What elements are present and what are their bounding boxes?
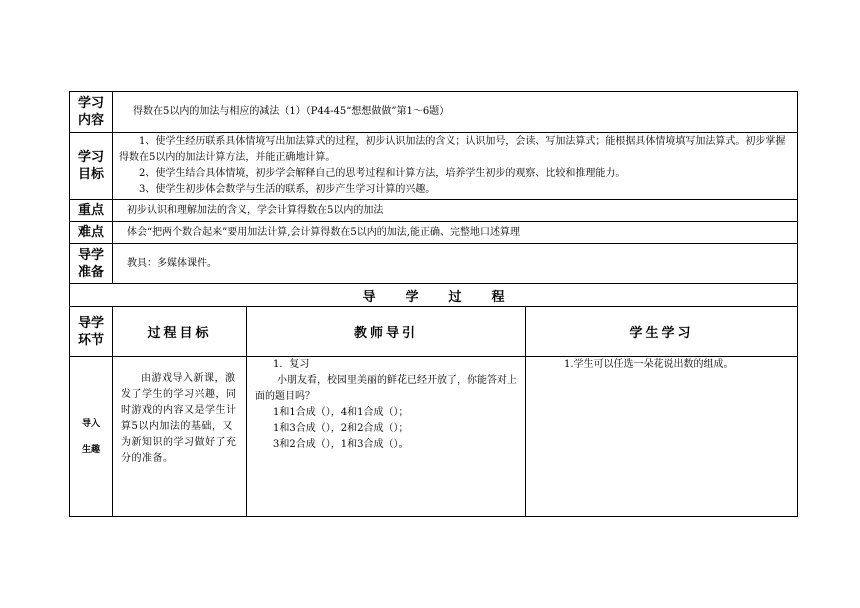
goals-label <box>70 133 113 200</box>
process-row <box>70 357 798 517</box>
prep-label <box>70 244 113 284</box>
stage-header-line1: 导学 <box>77 315 104 331</box>
teacher-header: 教师导引 <box>247 307 526 357</box>
key-row <box>70 200 798 222</box>
stage-cell-line1: 导入 <box>81 418 100 429</box>
process-title: 导学过程 <box>70 284 798 307</box>
goal-header: 过程目标 <box>113 307 247 357</box>
process-header-row <box>70 307 798 357</box>
content-label-line2: 内容 <box>77 113 104 128</box>
difficulty-row <box>70 222 798 244</box>
stage-cell <box>70 357 113 517</box>
teacher-line-3: 1和1合成（），4和1合成（）； <box>273 407 409 418</box>
student-header: 学生学习 <box>526 307 798 357</box>
stage-cell-line2: 生趣 <box>81 444 100 455</box>
prep-label-line1: 导学 <box>77 247 104 263</box>
key-text: 初步认识和理解加法的含义，学会计算得数在5以内的加法 <box>113 200 798 222</box>
goal-line-3: 3、使学生初步体会数学与生活的联系，初步产生学习计算的兴趣。 <box>139 184 436 195</box>
content-label <box>70 92 113 133</box>
goals-label-line2: 目标 <box>77 167 104 182</box>
stage-header-line2: 环节 <box>77 332 104 348</box>
teacher-line-2: 小朋友看，校园里美丽的鲜花已经开放了，你能答对上面的题目吗？ <box>255 375 517 402</box>
teacher-line-5: 3和2合成（），1和3合成（）。 <box>273 439 409 450</box>
process-title-row <box>70 284 798 307</box>
content-label-line1: 学习 <box>77 96 104 111</box>
key-label: 重点 <box>70 200 113 222</box>
process-table <box>69 283 798 517</box>
goals-row <box>70 133 798 200</box>
process-goal-text: 由游戏导入新课，激发了学生的学习兴趣，同时游戏的内容又是学生计算5以内加法的基础，又为新知识的学习做好了充分的准备。 <box>113 357 247 517</box>
lesson-info-table <box>69 91 798 284</box>
teacher-line-4: 1和3合成（），2和2合成（）； <box>273 423 409 434</box>
stage-header <box>70 307 113 357</box>
difficulty-text: 体会“把两个数合起来”要用加法计算,会计算得数在5以内的加法,能正确、完整地口述算理 <box>113 222 798 244</box>
difficulty-label: 难点 <box>70 222 113 244</box>
student-learning: 1.学生可以任选一朵花说出数的组成。 <box>526 357 798 517</box>
prep-row <box>70 244 798 284</box>
teacher-guide <box>247 357 526 517</box>
lesson-plan-sheet <box>69 91 798 517</box>
content-row <box>70 92 798 133</box>
content-text: 得数在5以内的加法与相应的减法（1）（P44-45“想想做做”第1～6题） <box>113 92 798 133</box>
prep-text: 教具：多媒体课件。 <box>113 244 798 284</box>
goals-text <box>113 133 798 200</box>
goal-line-2: 2、使学生结合具体情境，初步学会解释自己的思考过程和计算方法，培养学生初步的观察、比较和推理能力。 <box>139 168 626 179</box>
goals-label-line1: 学习 <box>77 150 104 165</box>
prep-label-line2: 准备 <box>77 264 104 280</box>
goal-line-1: 1、使学生经历联系具体情境写出加法算式的过程，初步认识加法的含义；认识加号，会读、写加法算式；能根据具体情境填写加法算式。初步掌握得数在5以内的加法计算方法，并能正确地计算。 <box>119 136 786 163</box>
teacher-line-1: 1．复习 <box>273 359 310 370</box>
